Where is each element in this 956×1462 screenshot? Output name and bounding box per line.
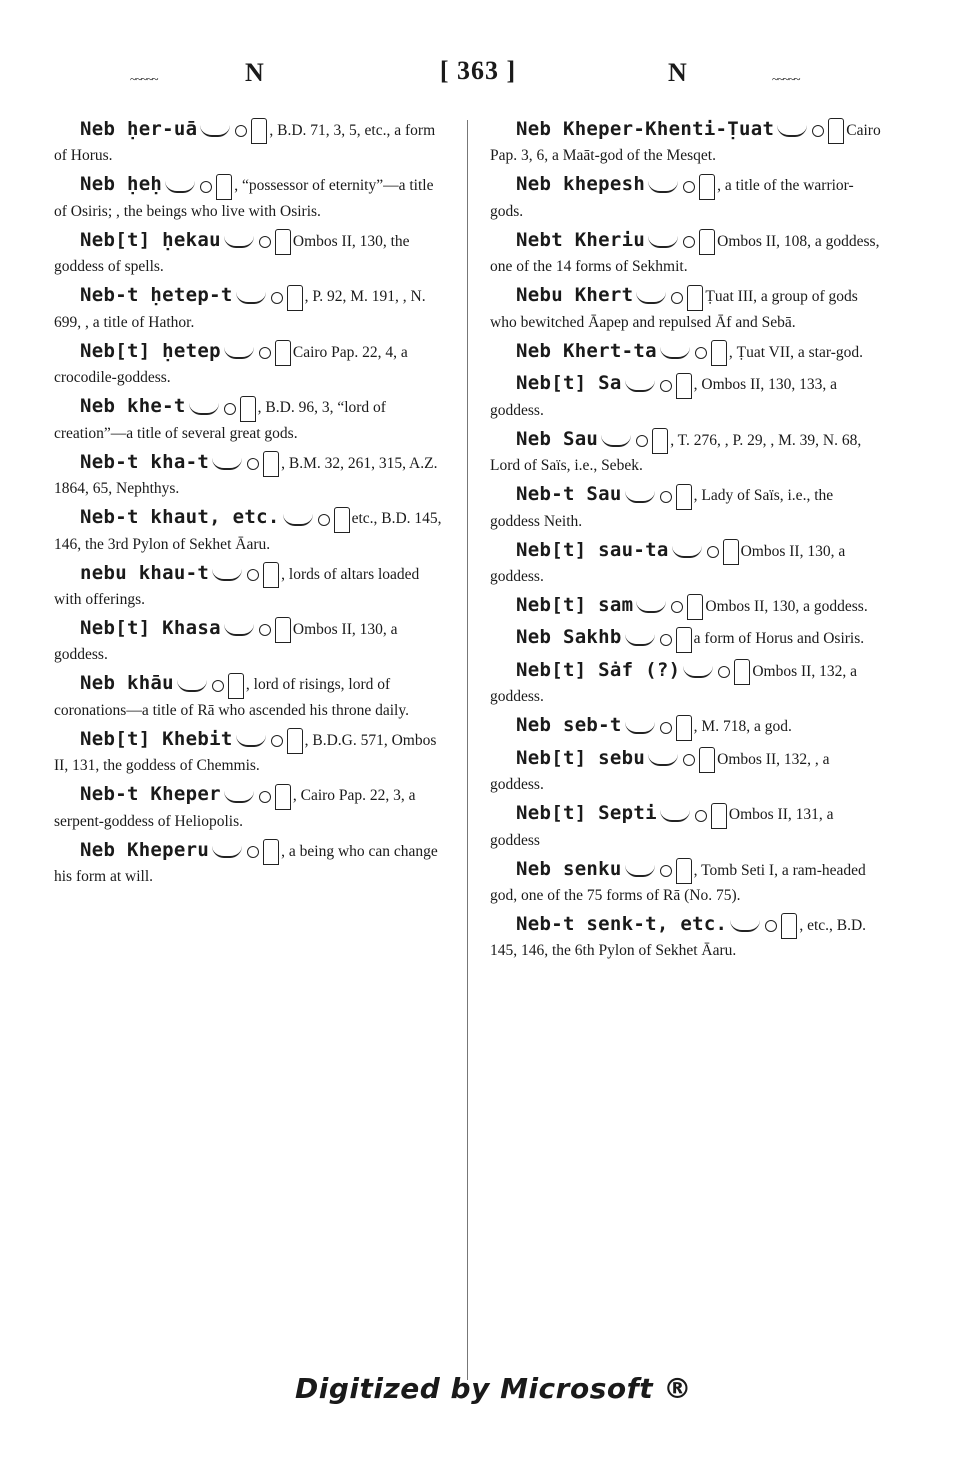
dictionary-entry [490, 284, 886, 333]
hieroglyph-group [633, 288, 705, 305]
hieroglyph-group [197, 122, 269, 139]
entry-definition: Ombos II, 108, a goddess, one of the 14 forms of Sekhmit. [490, 232, 880, 276]
sun-hieroglyph [318, 514, 330, 526]
entry-definition: Ombos II, 130, the goddess of spells. [54, 232, 410, 276]
sun-hieroglyph [660, 865, 672, 877]
basket-hieroglyph [660, 347, 690, 359]
entry-headword: Neb ḥer-uā [80, 118, 198, 140]
entry-definition: , B.D. 71, 3, 5, etc., a form of Horus. [54, 122, 436, 165]
sun-hieroglyph [271, 735, 283, 747]
entry-headword: Neb-t khaut, etc. [80, 506, 280, 529]
determinative-hieroglyph [228, 673, 244, 699]
basket-hieroglyph [224, 624, 254, 636]
dictionary-entry [54, 284, 450, 333]
determinative-hieroglyph [240, 396, 256, 422]
sun-hieroglyph [812, 125, 824, 137]
dictionary-entry [54, 728, 450, 777]
entry-definition: Cairo Pap. 22, 4, a crocodile-goddess. [54, 343, 408, 387]
entry-definition: , P. 92, M. 191, , N. 699, , a title of Hathor. [54, 288, 426, 331]
sun-hieroglyph [695, 347, 707, 359]
entry-definition: Ombos II, 132, , a goddess. [490, 750, 830, 794]
basket-hieroglyph [648, 236, 678, 248]
hieroglyph-group [622, 487, 694, 504]
dictionary-entry [54, 617, 450, 666]
dictionary-entry [490, 483, 886, 532]
determinative-hieroglyph [263, 562, 279, 588]
dictionary-entry [490, 372, 886, 421]
determinative-hieroglyph [287, 728, 303, 754]
sun-hieroglyph [695, 810, 707, 822]
sun-hieroglyph [259, 347, 271, 359]
entry-definition: Ombos II, 130, a goddess. [705, 597, 868, 615]
dictionary-entry [54, 451, 450, 500]
basket-hieroglyph [648, 181, 678, 193]
determinative-hieroglyph [334, 507, 350, 533]
sun-hieroglyph [660, 722, 672, 734]
basket-hieroglyph [212, 846, 242, 858]
determinative-hieroglyph [734, 659, 750, 685]
entry-definition: , Tomb Seti I, a ram-headed god, one of the 75 forms of Rā (No. 75). [490, 861, 866, 904]
entry-definition: Cairo Pap. 3, 6, a Maāt-god of the Mesqet. [490, 122, 881, 165]
dictionary-entry [490, 714, 886, 740]
basket-hieroglyph [636, 292, 666, 304]
sun-hieroglyph [271, 292, 283, 304]
dictionary-entry [54, 173, 450, 222]
entry-definition: Ombos II, 131, a goddess [490, 806, 834, 849]
basket-hieroglyph [224, 791, 254, 803]
hieroglyph-group [209, 566, 281, 583]
basket-hieroglyph [777, 125, 807, 137]
column-divider [467, 120, 468, 1380]
hieroglyph-group [598, 432, 670, 449]
determinative-hieroglyph [699, 747, 715, 773]
entry-headword: Neb[t] Khasa [80, 616, 221, 639]
sun-hieroglyph [259, 791, 271, 803]
determinative-hieroglyph [287, 285, 303, 311]
sun-hieroglyph [683, 236, 695, 248]
dictionary-entry [490, 858, 886, 907]
hieroglyph-group [645, 233, 717, 250]
determinative-hieroglyph [711, 340, 727, 366]
entry-headword: Neb[t] ḥetep [80, 339, 221, 362]
hieroglyph-group [645, 177, 717, 194]
basket-hieroglyph [177, 680, 207, 692]
sun-hieroglyph [636, 435, 648, 447]
hieroglyph-group [209, 455, 281, 472]
determinative-hieroglyph [263, 839, 279, 865]
header-left-wave: ~~~~~ [130, 72, 158, 86]
hieroglyph-group [645, 751, 717, 768]
hieroglyph-group [186, 399, 258, 416]
dictionary-entry [490, 659, 886, 708]
basket-hieroglyph [660, 810, 690, 822]
entry-headword: Neb khe-t [80, 395, 186, 418]
sun-hieroglyph [224, 403, 236, 415]
dictionary-entry [490, 229, 886, 278]
hieroglyph-group [669, 543, 741, 560]
basket-hieroglyph [625, 865, 655, 877]
hieroglyph-group [233, 732, 305, 749]
entry-definition: , Ṭuat VII, a star-god. [728, 343, 864, 361]
dictionary-entry [490, 747, 886, 796]
entry-headword: Neb Sakhb [516, 626, 622, 649]
basket-hieroglyph [165, 181, 195, 193]
header-left-letter: N [245, 58, 264, 87]
determinative-hieroglyph [699, 174, 715, 200]
sun-hieroglyph [247, 846, 259, 858]
basket-hieroglyph [189, 403, 219, 415]
determinative-hieroglyph [216, 174, 232, 200]
basket-hieroglyph [212, 569, 242, 581]
header-right-letter: N [668, 58, 687, 87]
hieroglyph-group [774, 122, 846, 139]
basket-hieroglyph [625, 491, 655, 503]
entry-headword: Neb khāu [80, 672, 174, 695]
entry-headword: Neb-t kha-t [80, 450, 210, 473]
entry-definition: etc., B.D. 145, 146, the 3rd Pylon of Sekhet Āaru. [54, 510, 442, 553]
hieroglyph-group [622, 862, 694, 879]
entry-headword: Neb[t] Sa [516, 372, 622, 395]
page-number: [ 363 ] [439, 56, 517, 85]
hieroglyph-group [622, 376, 694, 393]
entry-headword: Neb[t] sebu [516, 746, 646, 769]
entry-headword: Neb Khert-ta [516, 339, 657, 362]
entry-definition: , B.D. 96, 3, “lord of creation”—a title of several great gods. [54, 399, 386, 442]
basket-hieroglyph [636, 601, 666, 613]
sun-hieroglyph [247, 458, 259, 470]
determinative-hieroglyph [699, 229, 715, 255]
entry-definition: , B.D.G. 571, Ombos II, 131, the goddess of Chemmis. [54, 731, 437, 775]
sun-hieroglyph [718, 666, 730, 678]
sun-hieroglyph [212, 680, 224, 692]
determinative-hieroglyph [711, 803, 727, 829]
basket-hieroglyph [683, 666, 713, 678]
hieroglyph-group [221, 233, 293, 250]
entry-definition: , lord of risings, lord of coronations—a title of Rā who ascended his throne daily. [54, 676, 409, 719]
hieroglyph-group [209, 843, 281, 860]
determinative-hieroglyph [781, 913, 797, 939]
entry-headword: Neb ḥeḥ [80, 173, 163, 196]
determinative-hieroglyph [676, 484, 692, 510]
entry-headword: Neb Sau [516, 427, 599, 450]
entry-headword: Neb khepesh [516, 173, 646, 196]
hieroglyph-group [622, 718, 694, 735]
determinative-hieroglyph [676, 858, 692, 884]
sun-hieroglyph [235, 125, 247, 137]
determinative-hieroglyph [652, 428, 668, 454]
determinative-hieroglyph [275, 229, 291, 255]
determinative-hieroglyph [275, 784, 291, 810]
hieroglyph-group [727, 917, 799, 934]
dictionary-entry [54, 672, 450, 721]
entry-definition: , etc., B.D. 145, 146, the 6th Pylon of Sekhet Āaru. [490, 917, 867, 960]
sun-hieroglyph [660, 380, 672, 392]
basket-hieroglyph [672, 546, 702, 558]
determinative-hieroglyph [275, 617, 291, 643]
basket-hieroglyph [224, 236, 254, 248]
hieroglyph-group [221, 621, 293, 638]
dictionary-entry [490, 118, 886, 167]
hieroglyph-group [174, 676, 246, 693]
dictionary-entry [54, 118, 450, 167]
basket-hieroglyph [648, 754, 678, 766]
sun-hieroglyph [660, 491, 672, 503]
dictionary-entry [490, 539, 886, 588]
dictionary-entry [490, 802, 886, 851]
sun-hieroglyph [683, 181, 695, 193]
entry-headword: Neb-t Kheper [80, 783, 221, 806]
determinative-hieroglyph [676, 627, 692, 653]
entry-definition: , B.M. 32, 261, 315, A.Z. 1864, 65, Nephthys. [54, 454, 438, 498]
dictionary-entry [54, 506, 450, 555]
hieroglyph-group [622, 630, 694, 647]
dictionary-entry [490, 340, 886, 366]
entry-headword: Neb[t] sam [516, 593, 634, 616]
hieroglyph-group [680, 663, 752, 680]
basket-hieroglyph [200, 125, 230, 137]
basket-hieroglyph [283, 514, 313, 526]
entry-headword: Neb-t ḥetep-t [80, 284, 233, 307]
entry-definition: Ombos II, 132, a goddess. [490, 662, 857, 706]
determinative-hieroglyph [687, 285, 703, 311]
determinative-hieroglyph [251, 118, 267, 144]
entry-headword: Nebu Khert [516, 284, 634, 307]
entry-definition: Ṭuat III, a group of gods who bewitched Āapep and repulsed Āf and Sebā. [490, 288, 858, 331]
entry-headword: nebu khau-t [80, 561, 210, 584]
hieroglyph-group [162, 177, 234, 194]
dictionary-entry [490, 913, 886, 962]
basket-hieroglyph [625, 634, 655, 646]
basket-hieroglyph [625, 380, 655, 392]
dictionary-entry [54, 340, 450, 389]
sun-hieroglyph [683, 754, 695, 766]
sun-hieroglyph [671, 292, 683, 304]
basket-hieroglyph [625, 722, 655, 734]
determinative-hieroglyph [275, 340, 291, 366]
dictionary-entry [54, 783, 450, 832]
basket-hieroglyph [224, 347, 254, 359]
basket-hieroglyph [236, 735, 266, 747]
dictionary-entry [54, 839, 450, 888]
hieroglyph-group [280, 510, 352, 527]
sun-hieroglyph [765, 920, 777, 932]
entry-headword: Neb[t] ḥekau [80, 228, 221, 251]
sun-hieroglyph [707, 546, 719, 558]
dictionary-entry [54, 562, 450, 611]
sun-hieroglyph [259, 624, 271, 636]
basket-hieroglyph [730, 920, 760, 932]
dictionary-entry [490, 626, 886, 652]
hieroglyph-group [221, 344, 293, 361]
entry-headword: Neb[t] Sȧf (?) [516, 658, 681, 681]
determinative-hieroglyph [687, 594, 703, 620]
entry-definition: , Ombos II, 130, 133, a goddess. [490, 376, 838, 419]
entry-headword: Neb-t Sau [516, 483, 622, 506]
sun-hieroglyph [259, 236, 271, 248]
dictionary-entry [54, 229, 450, 278]
hieroglyph-group [233, 288, 305, 305]
entry-definition: , Lady of Saïs, i.e., the goddess Neith. [490, 487, 834, 530]
entry-headword: Neb[t] sau-ta [516, 538, 669, 561]
dictionary-entry [490, 428, 886, 477]
entry-definition: , “possessor of eternity”—a title of Osiris; , the beings who live with Osiris. [54, 177, 434, 220]
dictionary-entry [490, 594, 886, 620]
determinative-hieroglyph [263, 451, 279, 477]
sun-hieroglyph [200, 181, 212, 193]
hieroglyph-group [221, 787, 293, 804]
entry-headword: Neb seb-t [516, 714, 622, 737]
entry-headword: Neb[t] Khebit [80, 727, 233, 750]
entry-definition: , T. 276, , P. 29, , M. 39, N. 68, Lord of Saïs, i.e., Sebek. [490, 431, 862, 475]
hieroglyph-group [657, 806, 729, 823]
sun-hieroglyph [247, 569, 259, 581]
page-header [0, 50, 956, 100]
entry-definition: , Cairo Pap. 22, 3, a serpent-goddess of Heliopolis. [54, 787, 416, 830]
entry-headword: Nebt Kheriu [516, 228, 646, 251]
basket-hieroglyph [601, 435, 631, 447]
entry-definition: Ombos II, 130, a goddess. [54, 620, 398, 664]
header-right-wave: ~~~~~ [772, 72, 800, 86]
hieroglyph-group [657, 344, 729, 361]
determinative-hieroglyph [676, 373, 692, 399]
determinative-hieroglyph [723, 539, 739, 565]
entry-definition: , a title of the warrior-gods. [490, 177, 854, 220]
sun-hieroglyph [660, 634, 672, 646]
dictionary-entry [490, 173, 886, 222]
digitized-watermark: Digitized by Microsoft ® [295, 1372, 692, 1405]
entry-definition: , M. 718, a god. [693, 718, 792, 736]
entry-headword: Neb[t] Septi [516, 802, 657, 825]
entry-definition: a form of Horus and Osiris. [693, 630, 865, 648]
entry-definition: Ombos II, 130, a goddess. [490, 542, 846, 585]
dictionary-entry [54, 395, 450, 444]
right-column [490, 118, 886, 1408]
entry-headword: Neb Kheper-Khenti-Ṭuat [516, 118, 775, 140]
left-column [54, 118, 450, 1408]
entry-definition: , lords of altars loaded with offerings. [54, 565, 420, 608]
basket-hieroglyph [236, 292, 266, 304]
entry-headword: Neb senku [516, 857, 622, 880]
sun-hieroglyph [671, 601, 683, 613]
determinative-hieroglyph [828, 118, 844, 144]
entry-headword: Neb-t senk-t, etc. [516, 913, 728, 935]
hieroglyph-group [633, 598, 705, 615]
determinative-hieroglyph [676, 715, 692, 741]
entry-headword: Neb Kheperu [80, 838, 210, 861]
entry-definition: , a being who can change his form at will. [54, 842, 438, 886]
basket-hieroglyph [212, 458, 242, 470]
